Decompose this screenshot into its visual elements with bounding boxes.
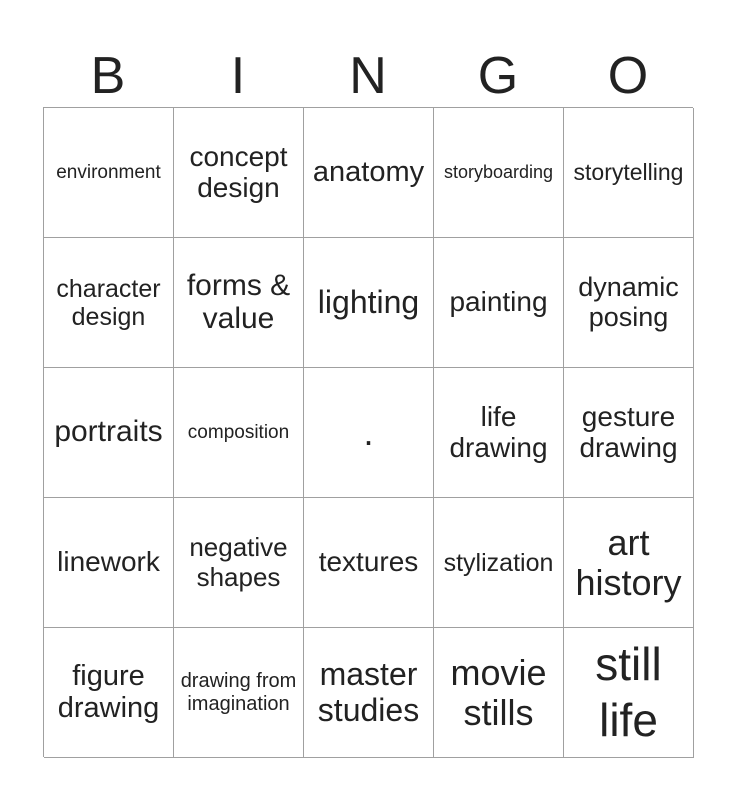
- cell-label: linework: [57, 546, 160, 578]
- bingo-cell[interactable]: [304, 628, 434, 758]
- cell-label: negative shapes: [189, 532, 288, 592]
- cell-label: life drawing: [449, 400, 548, 463]
- bingo-cell[interactable]: [564, 498, 694, 628]
- bingo-cell[interactable]: [174, 368, 304, 498]
- cell-label: textures: [318, 546, 419, 578]
- bingo-board: [43, 107, 693, 757]
- cell-label: figure drawing: [57, 659, 160, 724]
- cell-label: forms & value: [186, 269, 291, 335]
- bingo-cell[interactable]: [434, 368, 564, 498]
- bingo-cell[interactable]: [564, 238, 694, 368]
- cell-label: stylization: [443, 548, 554, 577]
- cell-label: painting: [449, 286, 548, 318]
- bingo-cell-free-space[interactable]: [304, 368, 434, 498]
- bingo-cell[interactable]: [304, 108, 434, 238]
- cell-label: master studies: [317, 656, 420, 728]
- cell-label: gesture drawing: [579, 400, 678, 463]
- bingo-header: [43, 46, 693, 106]
- header-letter-n: N: [349, 47, 387, 105]
- cell-label: art history: [575, 521, 682, 603]
- cell-label: storyboarding: [443, 162, 554, 183]
- bingo-cell[interactable]: [564, 108, 694, 238]
- bingo-cell[interactable]: [434, 108, 564, 238]
- cell-label: environment: [56, 161, 161, 183]
- bingo-cell[interactable]: [44, 368, 174, 498]
- bingo-cell[interactable]: [304, 238, 434, 368]
- bingo-cell[interactable]: [44, 108, 174, 238]
- header-letter-o: O: [607, 47, 649, 105]
- cell-label: lighting: [317, 283, 420, 320]
- bingo-cell[interactable]: [434, 628, 564, 758]
- cell-label: composition: [187, 421, 290, 443]
- cell-label: character design: [56, 274, 161, 331]
- bingo-cell[interactable]: [304, 498, 434, 628]
- header-letter-i: I: [230, 47, 246, 105]
- cell-label: concept design: [189, 140, 288, 203]
- header-letter-b: B: [90, 47, 126, 105]
- cell-label: portraits: [54, 415, 163, 449]
- bingo-cell[interactable]: [44, 238, 174, 368]
- cell-label: drawing from imagination: [180, 669, 297, 715]
- cell-label: anatomy: [312, 155, 425, 188]
- bingo-cell[interactable]: [174, 238, 304, 368]
- bingo-cell[interactable]: [564, 368, 694, 498]
- bingo-cell[interactable]: [564, 628, 694, 758]
- bingo-cell[interactable]: [174, 498, 304, 628]
- bingo-cell[interactable]: [44, 628, 174, 758]
- cell-label: still life: [595, 638, 662, 746]
- bingo-cell[interactable]: [174, 628, 304, 758]
- bingo-cell[interactable]: [434, 498, 564, 628]
- header-letter-g: G: [477, 47, 519, 105]
- cell-label: .: [363, 411, 374, 453]
- cell-label: dynamic posing: [578, 272, 679, 332]
- cell-label: movie stills: [450, 651, 547, 733]
- bingo-cell[interactable]: [174, 108, 304, 238]
- bingo-cell[interactable]: [44, 498, 174, 628]
- cell-label: storytelling: [573, 159, 684, 186]
- bingo-cell[interactable]: [434, 238, 564, 368]
